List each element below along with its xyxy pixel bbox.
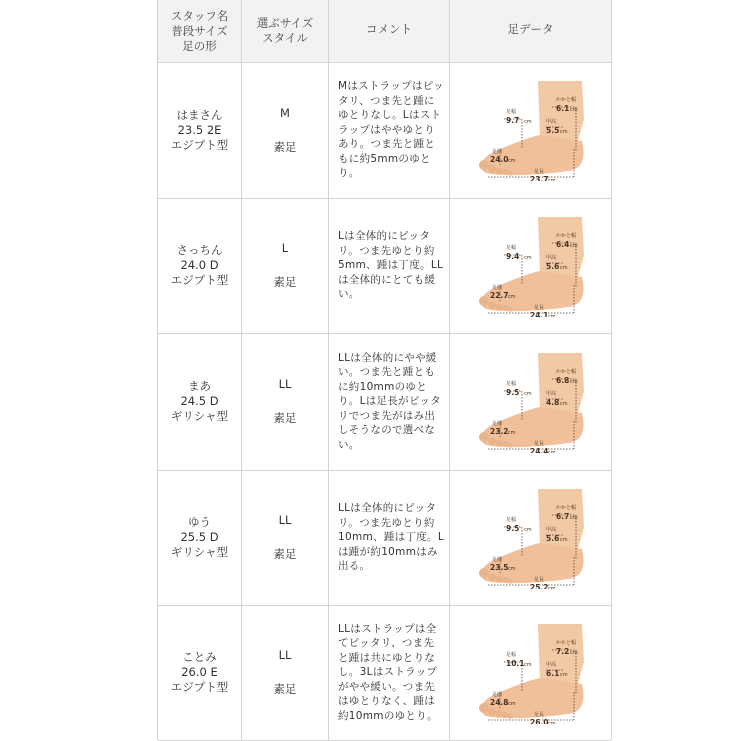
value-foot-length: 24.4 [529, 446, 549, 453]
staff-usual-size: 23.5 2E [177, 122, 222, 137]
toe-shape [479, 160, 489, 170]
staff-cell [158, 198, 241, 333]
value-foot-width: 9.7 [505, 116, 519, 125]
unit-label: cm [507, 700, 516, 707]
table-row [158, 198, 611, 334]
toe-shape [495, 710, 502, 717]
value-foot-length: 25.2 [529, 582, 549, 589]
label-foot-width: 足幅 [505, 244, 516, 251]
comment-text: LLは全体的にやや緩い。つま先と踵ともに約10mmのゆとり。Lは足長がピッタリでつま先がはみ出しそうなので選べない。 [338, 351, 441, 451]
toe-shape [507, 170, 512, 175]
size-cell [241, 198, 328, 333]
wear-style: 素足 [273, 411, 297, 425]
staff-cell [158, 62, 241, 198]
toe-shape [507, 306, 512, 311]
wear-style: 素足 [273, 275, 297, 289]
wear-style: 素足 [273, 682, 297, 696]
table-row [158, 605, 611, 741]
staff-name: はまさん [176, 107, 223, 122]
value-instep: 4.8 [545, 397, 559, 407]
label-instep: 甲高 [545, 526, 556, 533]
wear-style: 素足 [273, 547, 297, 561]
value-foot-length: 24.1 [529, 310, 549, 317]
label-ball-girth: 足囲 [491, 691, 502, 698]
value-foot-width: 9.5 [505, 523, 519, 533]
toe-shape [488, 301, 496, 309]
unit-label: cm [507, 429, 516, 436]
label-ball-girth: 足囲 [491, 284, 502, 291]
value-foot-width: 10.1 [505, 658, 525, 668]
unit-label: cm [569, 242, 578, 249]
staff-cell [158, 470, 241, 605]
toe-shape [479, 296, 489, 306]
label-foot-length: 足長 [533, 576, 544, 583]
label-foot-length: 足長 [533, 711, 544, 718]
staff-foot-shape: エジプト型 [170, 680, 229, 694]
foot-data-cell [449, 62, 611, 198]
unit-label: cm [559, 400, 568, 407]
foot-diagram [470, 622, 592, 724]
toe-shape [479, 568, 489, 578]
header-style: スタイル [262, 31, 308, 45]
toe-shape [502, 169, 508, 175]
header-foot-shape: 足の形 [182, 38, 217, 53]
value-heel-width: 6.4 [555, 239, 569, 249]
value-foot-length: 23.7 [529, 175, 549, 181]
table-header [158, 0, 611, 63]
value-ball-girth: 24.8 [489, 697, 509, 707]
value-ball-girth: 22.7 [489, 290, 509, 300]
staff-foot-shape: エジプト型 [170, 273, 229, 287]
label-instep: 甲高 [545, 661, 556, 668]
comment-cell [328, 333, 449, 470]
label-instep: 甲高 [545, 390, 556, 397]
foot-diagram [470, 351, 592, 453]
unit-label: cm [523, 661, 532, 668]
toe-shape [495, 168, 502, 175]
staff-usual-size: 26.0 E [181, 665, 218, 679]
comment-text: Lは全体的にピッタリ。つま先ゆとり約5mm、踵は丁度。LLは全体的にとても緩い。 [338, 230, 444, 301]
header-usual-size: 普段サイズ [171, 23, 228, 38]
foot-data-cell [449, 470, 611, 605]
unit-label: cm [523, 526, 532, 533]
value-foot-width: 9.5 [505, 387, 519, 397]
staff-foot-shape: ギリシャ型 [170, 409, 229, 423]
table-row [158, 470, 611, 606]
staff-usual-size: 24.0 D [180, 258, 219, 272]
comment-cell [328, 605, 449, 740]
unit-label: cm [547, 720, 556, 724]
value-foot-length: 26.0 [529, 717, 549, 724]
value-foot-width: 9.4 [505, 251, 519, 261]
size-cell [241, 605, 328, 740]
header-comment: コメント [328, 0, 449, 62]
comment-cell [328, 198, 449, 333]
label-ball-girth: 足囲 [491, 556, 502, 563]
value-ball-girth: 23.2 [489, 426, 509, 436]
staff-usual-size: 25.5 D [180, 530, 219, 544]
comment-text: LLは全体的にピッタリ。つま先ゆとり約10mm、踵は丁度。Lは踵が約10mmはみ出る。 [338, 502, 444, 573]
unit-label: cm [523, 390, 532, 397]
label-foot-width: 足幅 [505, 651, 516, 658]
foot-diagram [470, 487, 592, 589]
unit-label: cm [559, 264, 568, 271]
value-instep: 5.6 [545, 533, 559, 543]
foot-data-cell [449, 198, 611, 333]
toe-shape [502, 712, 508, 718]
unit-label: cm [507, 158, 516, 164]
chosen-size: LL [278, 377, 292, 391]
comment-cell [328, 470, 449, 605]
value-ball-girth: 23.5 [489, 562, 509, 572]
value-heel-width: 6.1 [555, 104, 569, 113]
staff-name: ゆう [188, 515, 211, 529]
label-heel-width: かかと幅 [555, 368, 576, 375]
toe-shape [502, 305, 508, 311]
label-foot-width: 足幅 [505, 109, 516, 115]
header-foot-data: 足データ [449, 0, 611, 62]
value-heel-width: 6.8 [555, 375, 569, 385]
staff-name: さっちん [176, 243, 223, 257]
unit-label: cm [559, 129, 568, 135]
label-ball-girth: 足囲 [491, 420, 502, 427]
toe-shape [488, 573, 496, 581]
chosen-size: LL [278, 648, 292, 662]
staff-foot-shape: エジプト型 [170, 137, 229, 152]
unit-label: cm [523, 254, 532, 261]
staff-cell [158, 333, 241, 470]
comment-text: LLはストラップは全てピッタリ、つま先と踵は共にゆとりなし。3Lはストラップがやや緩い。つま先はゆとりなく、踵は約10mmのゆとり。 [338, 622, 438, 722]
value-heel-width: 7.2 [555, 646, 569, 656]
unit-label: cm [569, 649, 578, 656]
chosen-size: L [281, 241, 289, 255]
toe-shape [495, 303, 502, 310]
unit-label: cm [523, 119, 532, 125]
staff-name: ことみ [182, 650, 217, 664]
label-heel-width: かかと幅 [555, 504, 576, 511]
size-cell [241, 62, 328, 198]
staff-cell [158, 605, 241, 740]
table-row [158, 62, 611, 199]
comment-text: Mはストラップはピッタリ、つま先と踵にゆとりなし。Lはストラップはややゆとりあり。つま先と踵ともに約5mmのゆとり。 [338, 80, 444, 180]
header-chosen-size: 選ぶサイズ [256, 16, 314, 30]
label-foot-length: 足長 [533, 169, 544, 175]
unit-label: cm [559, 671, 568, 678]
label-heel-width: かかと幅 [555, 97, 576, 103]
toe-shape [495, 439, 502, 446]
value-ball-girth: 24.0 [489, 155, 509, 164]
foot-data-cell [449, 333, 611, 470]
label-heel-width: かかと幅 [555, 232, 576, 239]
value-instep: 6.1 [545, 668, 559, 678]
foot-diagram [470, 215, 592, 317]
unit-label: cm [547, 449, 556, 453]
label-foot-length: 足長 [533, 440, 544, 447]
label-instep: 甲高 [545, 119, 556, 125]
toe-shape [507, 578, 512, 583]
foot-data-cell [449, 605, 611, 740]
chosen-size: M [280, 105, 290, 120]
header-staff [158, 0, 241, 62]
table-row [158, 333, 611, 471]
value-instep: 5.5 [545, 126, 559, 135]
toe-shape [479, 432, 489, 442]
toe-shape [507, 713, 512, 718]
unit-label: cm [547, 178, 556, 181]
chosen-size: LL [278, 513, 292, 527]
toe-shape [507, 442, 512, 447]
label-foot-width: 足幅 [505, 380, 516, 387]
unit-label: cm [559, 536, 568, 543]
unit-label: cm [547, 313, 556, 317]
header-size [241, 0, 328, 62]
toe-shape [495, 575, 502, 582]
label-instep: 甲高 [545, 254, 556, 261]
label-foot-width: 足幅 [505, 516, 516, 523]
staff-usual-size: 24.5 D [180, 394, 219, 408]
wear-style: 素足 [273, 139, 297, 154]
unit-label: cm [569, 514, 578, 521]
staff-name: まあ [188, 379, 211, 393]
value-heel-width: 6.7 [555, 511, 569, 521]
size-cell [241, 333, 328, 470]
foot-diagram [470, 79, 592, 181]
toe-shape [479, 703, 489, 713]
toe-shape [488, 708, 496, 716]
toe-shape [488, 165, 496, 173]
toe-shape [488, 437, 496, 445]
unit-label: cm [507, 293, 516, 300]
label-foot-length: 足長 [533, 304, 544, 311]
unit-label: cm [569, 378, 578, 385]
toe-shape [502, 577, 508, 583]
unit-label: cm [569, 107, 578, 113]
toe-shape [502, 441, 508, 447]
label-ball-girth: 足囲 [491, 149, 502, 155]
unit-label: cm [547, 585, 556, 589]
label-heel-width: かかと幅 [555, 639, 576, 646]
comment-cell [328, 62, 449, 198]
header-staff-name: スタッフ名 [170, 8, 229, 23]
staff-foot-shape: ギリシャ型 [170, 545, 229, 559]
unit-label: cm [507, 565, 516, 572]
size-cell [241, 470, 328, 605]
value-instep: 5.6 [545, 261, 559, 271]
size-comparison-table [157, 0, 612, 740]
